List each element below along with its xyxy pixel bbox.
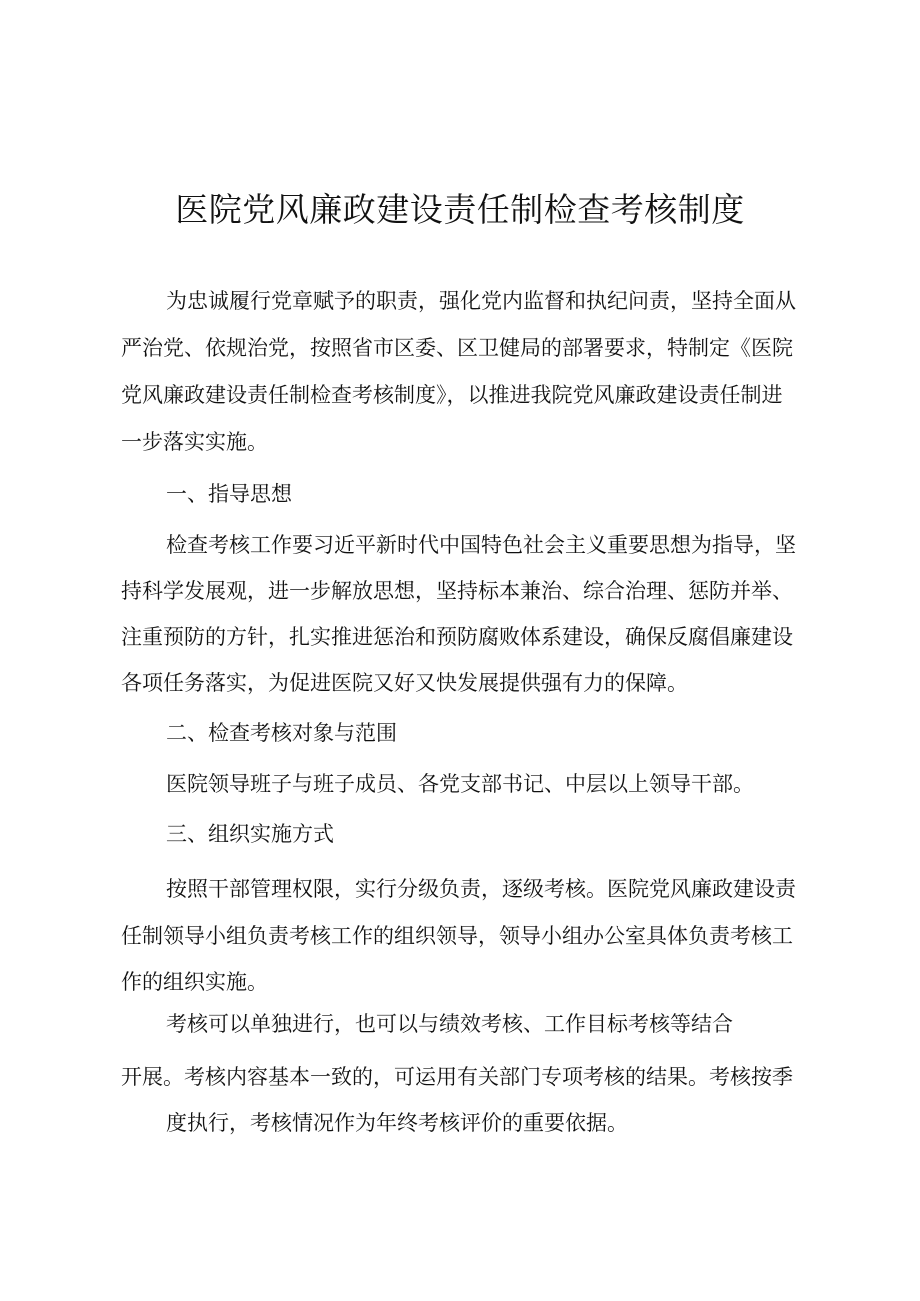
text-line: 持科学发展观，进一步解放思想，坚持标本兼治、综合治理、惩防并举、	[121, 579, 793, 603]
section-heading: 二、检查考核对象与范围	[166, 721, 397, 745]
text-line: 开展。考核内容基本一致的，可运用有关部门专项考核的结果。考核按季	[121, 1065, 793, 1089]
text-line: 作的组织实施。	[121, 970, 268, 994]
text-line: 按照干部管理权限，实行分级负责，逐级考核。医院党风廉政建设责	[166, 877, 796, 901]
text-line: 严治党、依规治党，按照省市区委、区卫健局的部署要求，特制定《医院	[121, 336, 793, 360]
text-line: 党风廉政建设责任制检查考核制度》，以推进我院党风廉政建设责任制进	[121, 383, 783, 407]
text-line: 任制领导小组负责考核工作的组织领导，领导小组办公室具体负责考核工	[121, 924, 793, 948]
text-line: 为忠诚履行党章赋予的职责，强化党内监督和执纪问责，坚持全面从	[166, 289, 796, 313]
text-line: 医院领导班子与班子成员、各党支部书记、中层以上领导干部。	[166, 772, 754, 796]
document-title: 医院党风廉政建设责任制检查考核制度	[175, 190, 745, 229]
text-line: 注重预防的方针，扎实推进惩治和预防腐败体系建设，确保反腐倡廉建设	[121, 625, 793, 649]
text-line: 度执行，考核情况作为年终考核评价的重要依据。	[166, 1111, 628, 1135]
section-heading: 一、指导思想	[166, 482, 292, 506]
text-line: 各项任务落实，为促进医院又好又快发展提供强有力的保障。	[121, 671, 688, 695]
text-line: 一步落实实施。	[121, 430, 268, 454]
text-line: 考核可以单独进行，也可以与绩效考核、工作目标考核等结合	[166, 1012, 733, 1036]
section-heading: 三、组织实施方式	[166, 822, 334, 846]
text-line: 检查考核工作要习近平新时代中国特色社会主义重要思想为指导，坚	[166, 533, 796, 557]
